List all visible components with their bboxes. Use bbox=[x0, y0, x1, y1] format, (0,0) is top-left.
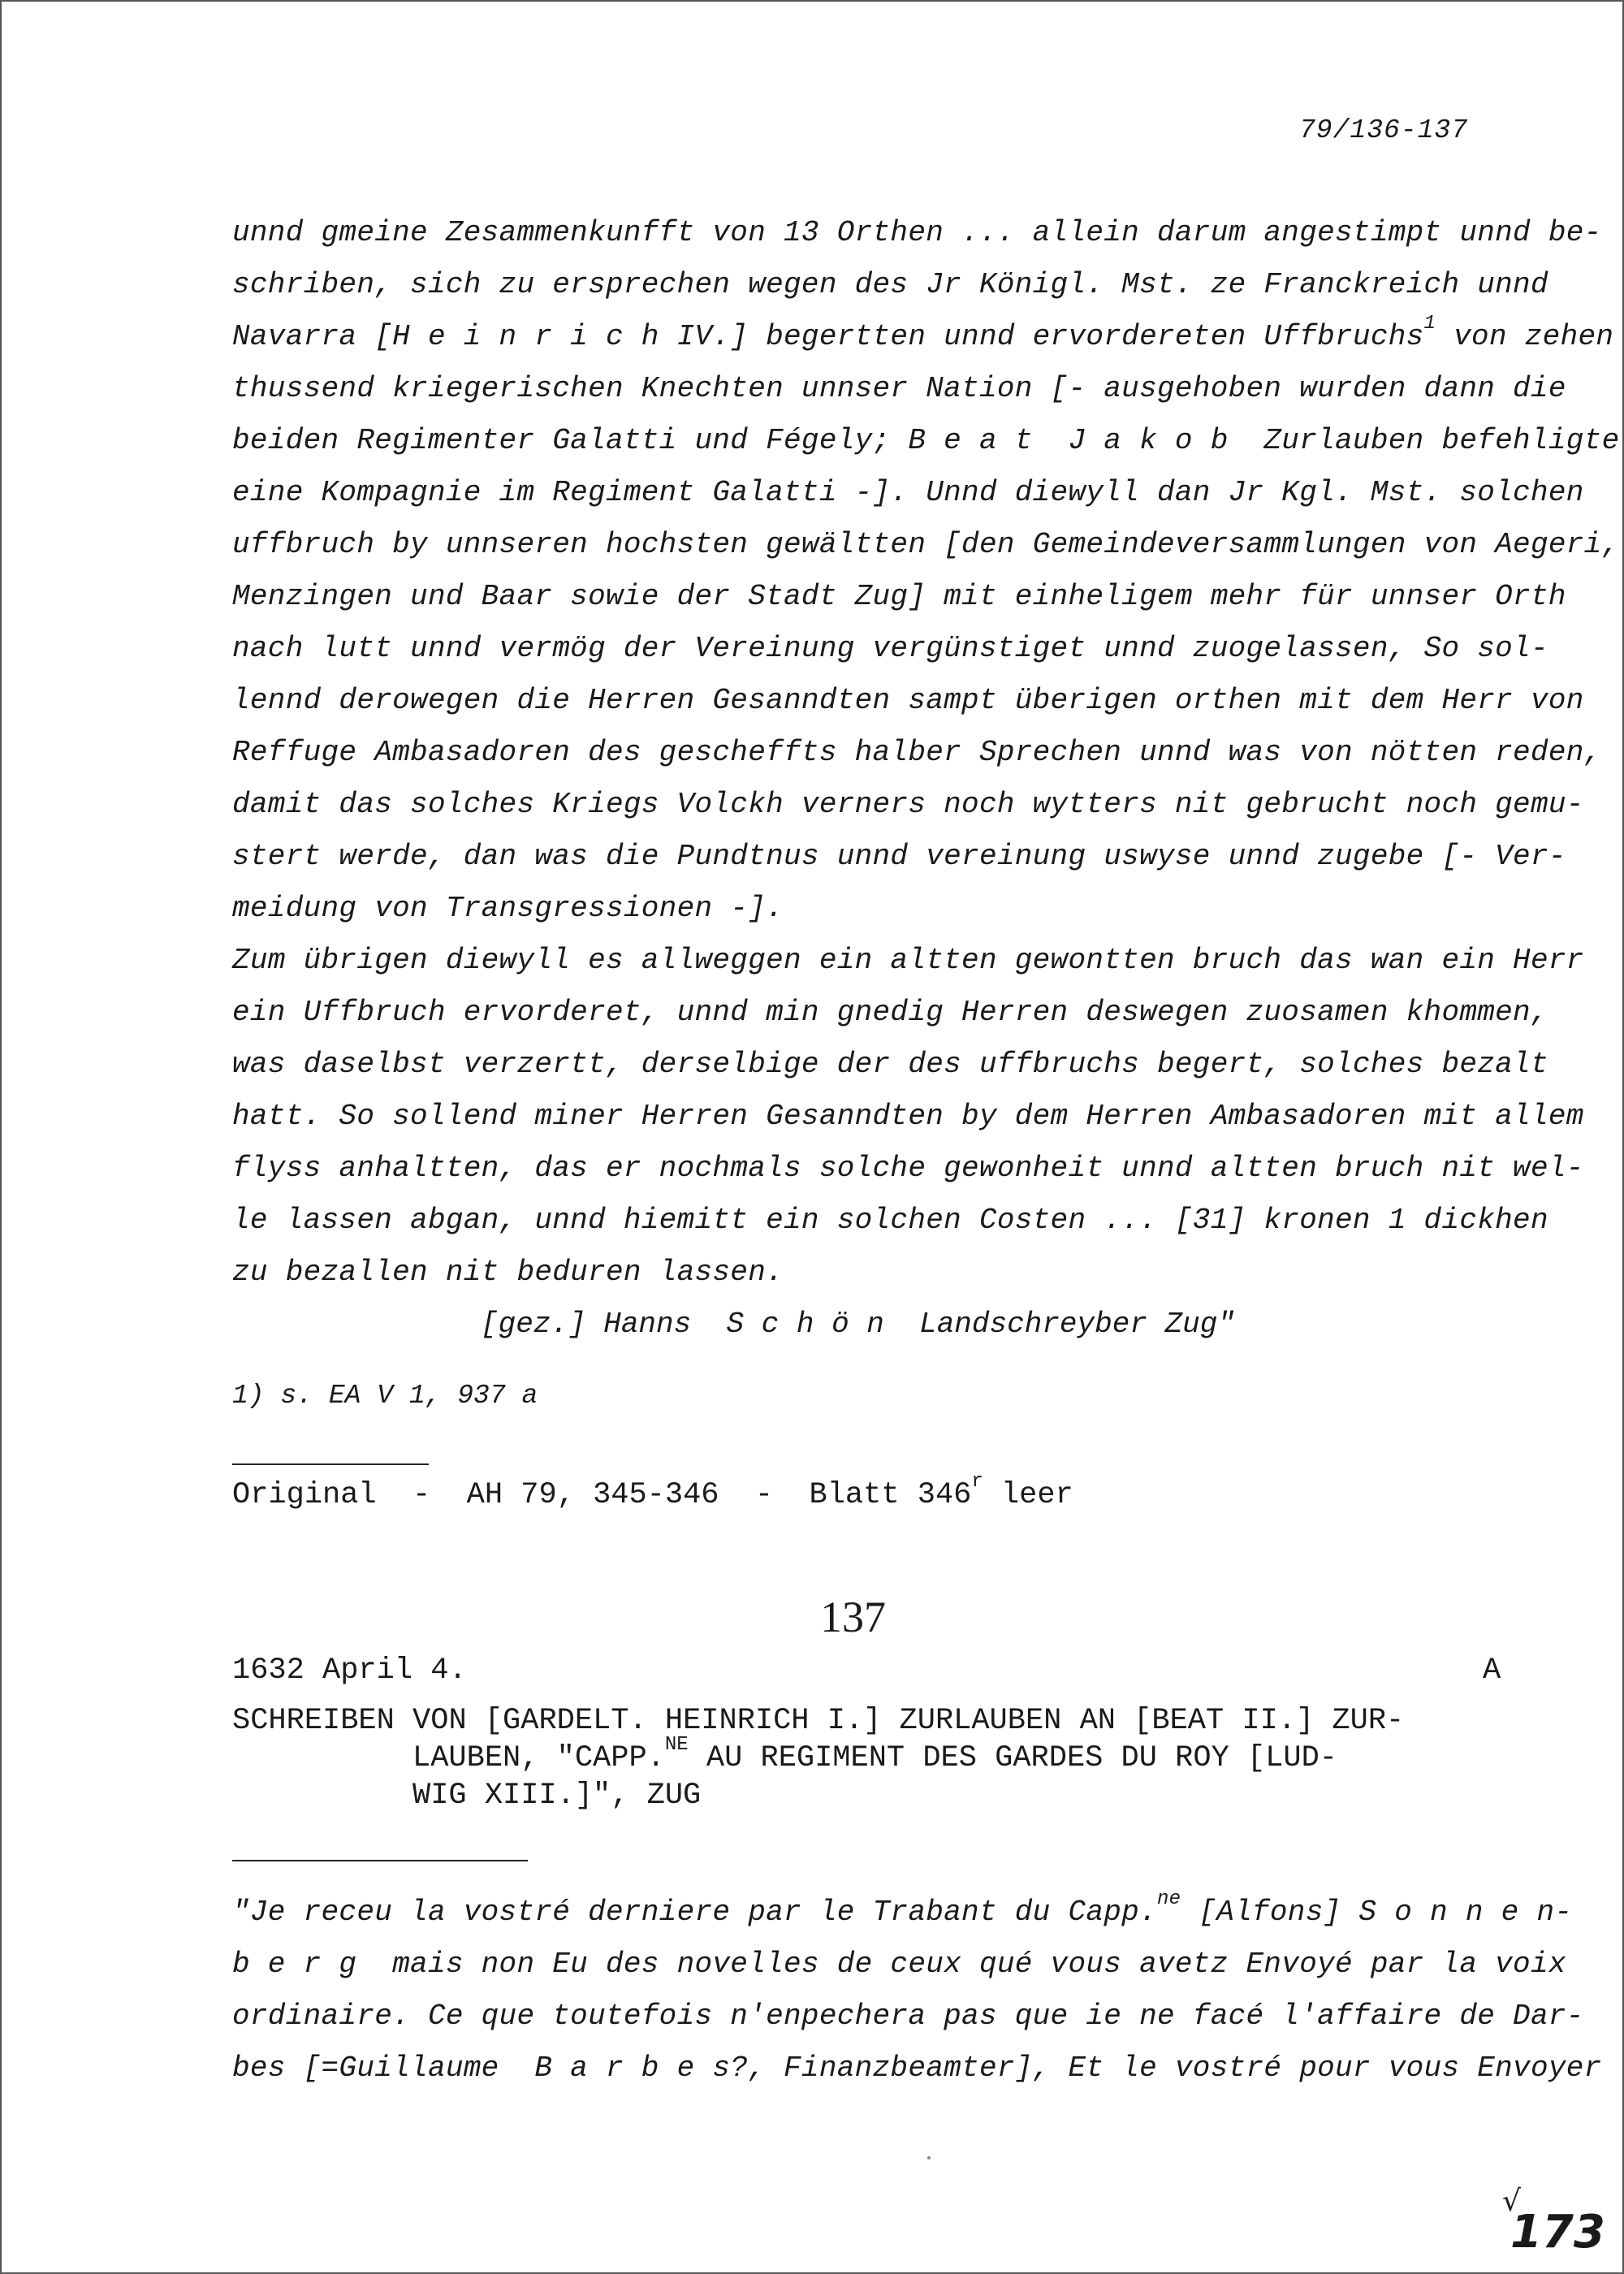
body-line: hatt. So sollend miner Herren Gesanndten by dem Herren Ambasadoren mit allem bbox=[232, 1100, 1584, 1133]
footnote: 1) s. EA V 1, 937 a bbox=[232, 1381, 538, 1411]
body-line-tail: von zehen bbox=[1436, 320, 1614, 353]
check-mark: √ bbox=[1502, 2185, 1521, 2218]
body-line: stert werde, dan was die Pundtnus unnd vereinung uswyse unnd zugebe [- Ver- bbox=[232, 840, 1566, 873]
source-note bbox=[232, 1471, 1073, 1512]
body-line: ordinaire. Ce que toutefois n'enpechera pas que ie ne facé l'affaire de Dar- bbox=[232, 1999, 1584, 2033]
document-number: 137 bbox=[820, 1593, 886, 1641]
body-line: nach lutt unnd vermög der Vereinung vergünstiget unnd zuogelassen, So sol- bbox=[232, 632, 1548, 665]
heading-line-text: LAUBEN, "CAPP. bbox=[412, 1741, 665, 1775]
signature: [gez.] Hanns S c h ö n Landschreyber Zug" bbox=[481, 1308, 1235, 1341]
heading-line: WIG XIII.]", ZUG bbox=[412, 1779, 702, 1813]
body-line: bes [=Guillaume B a r b e s?, Finanzbeamter], Et le vostré pour vous Envoyer bbox=[232, 2051, 1602, 2085]
body-line: Zum übrigen diewyll es allweggen ein altten gewontten bruch das wan ein Herr bbox=[232, 944, 1584, 977]
source-note-tail: leer bbox=[983, 1478, 1073, 1512]
body-line: meidung von Transgressionen -]. bbox=[232, 892, 784, 925]
body-line: lennd derowegen die Herren Gesanndten sampt überigen orthen mit dem Herr von bbox=[232, 684, 1584, 717]
heading-line-tail: AU REGIMENT DES GARDES DU ROY [LUD- bbox=[688, 1741, 1338, 1775]
body-line: damit das solches Kriegs Volckh verners noch wytters nit gebrucht noch gemu- bbox=[232, 788, 1584, 821]
separator-rule bbox=[232, 1463, 429, 1465]
source-note-sup: r bbox=[971, 1471, 983, 1493]
body-line-sup: ne bbox=[1156, 1888, 1181, 1910]
heading-line: SCHREIBEN VON [GARDELT. HEINRICH I.] ZURLAUBEN AN [BEAT II.] ZUR- bbox=[232, 1704, 1405, 1738]
footnote-ref: 1 bbox=[1423, 313, 1436, 335]
page-number: 173 bbox=[1510, 2206, 1605, 2259]
body-line: zu bezallen nit beduren lassen. bbox=[232, 1256, 784, 1289]
speck bbox=[927, 2156, 931, 2159]
body-line bbox=[232, 313, 1614, 353]
body-line: ein Uffbruch ervorderet, unnd min gnedig Herren deswegen zuosamen khommen, bbox=[232, 996, 1548, 1029]
page-reference: 79/136-137 bbox=[1299, 115, 1469, 145]
heading-sup: NE bbox=[664, 1734, 689, 1756]
body-line: schriben, sich zu ersprechen wegen des Jr Königl. Mst. ze Franckreich unnd bbox=[232, 268, 1548, 301]
source-note-text: Original - AH 79, 345-346 - Blatt 346 bbox=[232, 1478, 972, 1512]
body-line: thussend kriegerischen Knechten unnser Nation [- ausgehoben wurden dann die bbox=[232, 372, 1566, 405]
body-line: was daselbst verzertt, derselbige der des uffbruchs begert, solches bezalt bbox=[232, 1048, 1548, 1081]
document-letter-mark: A bbox=[1483, 1654, 1501, 1688]
body-line: flyss anhaltten, das er nochmals solche gewonheit unnd altten bruch nit wel- bbox=[232, 1152, 1584, 1185]
body-line: eine Kompagnie im Regiment Galatti -]. Unnd diewyll dan Jr Kgl. Mst. solchen bbox=[232, 476, 1584, 509]
body-line: b e r g mais non Eu des novelles de ceux qué vous avetz Envoyé par la voix bbox=[232, 1948, 1566, 1981]
body-line-tail: [Alfons] S o n n e n- bbox=[1181, 1896, 1573, 1929]
body-line: unnd gmeine Zesammenkunfft von 13 Orthen ... allein darum angestimpt unnd be- bbox=[232, 216, 1602, 249]
body-line-text: Navarra [H e i n r i c h IV.] begertten unnd ervordereten Uffbruchs bbox=[232, 320, 1424, 353]
separator-rule bbox=[232, 1860, 528, 1861]
body-line: Menzingen und Baar sowie der Stadt Zug] mit einheligem mehr für unnser Orth bbox=[232, 580, 1566, 613]
document-date: 1632 April 4. bbox=[232, 1654, 467, 1688]
body-line bbox=[232, 1888, 1573, 1929]
body-line: uffbruch by unnseren hochsten gewältten [den Gemeindeversammlungen von Aegeri, bbox=[232, 528, 1620, 561]
heading-line bbox=[412, 1734, 1338, 1775]
body-line: beiden Regimenter Galatti und Fégely; B e a t J a k o b Zurlauben befehligte bbox=[232, 424, 1620, 457]
body-line-text: "Je receu la vostré derniere par le Trabant du Capp. bbox=[232, 1896, 1157, 1929]
body-line: le lassen abgan, unnd hiemitt ein solchen Costen ... [31] kronen 1 dickhen bbox=[232, 1204, 1548, 1237]
body-line: Reffuge Ambasadoren des gescheffts halber Sprechen unnd was von nötten reden, bbox=[232, 736, 1602, 769]
